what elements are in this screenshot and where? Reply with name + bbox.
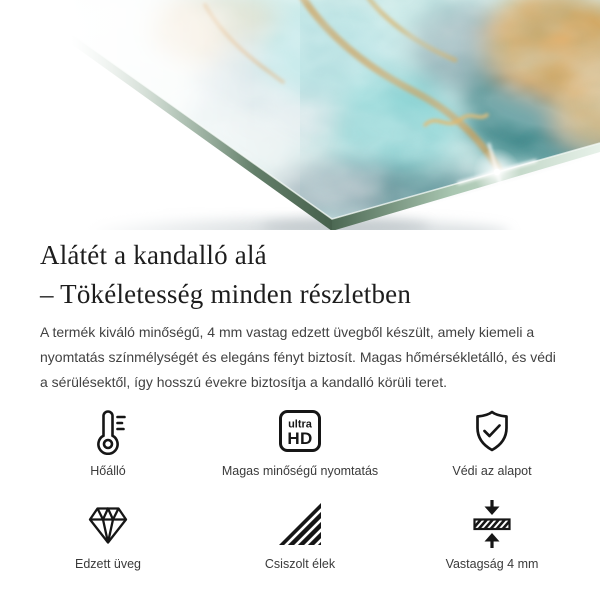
page-title <box>40 236 560 314</box>
glass-panel-artwork <box>0 0 600 230</box>
product-photo <box>0 0 600 230</box>
feature-thickness <box>396 500 588 571</box>
page-title-line1: Alátét a kandalló alá <box>40 240 267 270</box>
svg-text:ultra: ultra <box>288 418 312 431</box>
feature-label: Csiszolt élek <box>264 557 336 571</box>
thickness-icon <box>468 500 516 548</box>
feature-label: Magas minőségű nyomtatás <box>221 464 379 478</box>
product-info-section <box>0 236 600 571</box>
feature-print-quality <box>204 407 396 478</box>
feature-label: Edzett üveg <box>74 557 141 571</box>
svg-text:HD: HD <box>287 429 313 448</box>
feature-label: Hőálló <box>90 464 126 478</box>
feature-heat-resistant <box>12 407 204 478</box>
feature-label: Vastagság 4 mm <box>445 557 539 571</box>
feature-tempered-glass <box>12 500 204 571</box>
feature-grid <box>12 407 588 571</box>
ultra-hd-icon <box>276 407 324 455</box>
product-description: A termék kiváló minőségű, 4 mm vastag edzett üvegből készült, amely kiemeli a nyomtatás színmélységét és elegáns fényt biztosít. Magas hőmérsékletálló, és védi a sérülésektől, így hosszú évekre biztosítja a kandalló körüli teret. <box>40 324 556 390</box>
diamond-icon <box>84 500 132 548</box>
thermometer-icon <box>84 407 132 455</box>
white-fade <box>0 0 255 230</box>
feature-polished-edges <box>204 500 396 571</box>
page-title-line2: – Tökéletesség minden részletben <box>40 279 412 309</box>
polished-edges-icon <box>276 500 324 548</box>
shield-check-icon <box>468 407 516 455</box>
feature-base-protection <box>396 407 588 478</box>
feature-label: Védi az alapot <box>452 464 532 478</box>
